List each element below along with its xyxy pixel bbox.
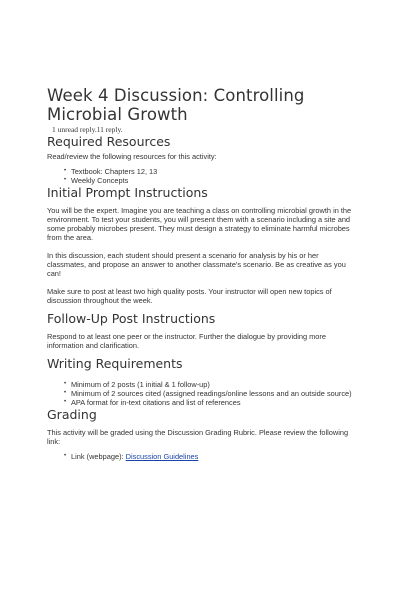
bullet-icon: • (64, 399, 67, 405)
writing-requirements-list (64, 380, 357, 407)
bullet-icon: • (64, 168, 67, 174)
resources-intro: Read/review the following resources for this activity: (47, 152, 217, 161)
bullet-icon: • (64, 453, 67, 459)
list-item: • Minimum of 2 posts (1 initial & 1 follow-up) (64, 380, 210, 389)
reply-status: 1 unread reply.11 reply. (52, 125, 123, 134)
list-item (64, 452, 357, 461)
link-prefix: Link (webpage): (71, 452, 124, 461)
initial-paragraph-3: Make sure to post at least two high quality posts. Your instructor will open new topics of discussion throughout the week. (47, 287, 332, 305)
resources-list (64, 167, 357, 185)
grading-paragraph: This activity will be graded using the Discussion Grading Rubric. Please review the following link: (47, 428, 349, 446)
list-item: • APA format for in-text citations and list of references (64, 398, 241, 407)
initial-paragraph-2: In this discussion, each student should present a scenario for analysis by his or her classmates, and propose an answer to another classmate's scenario. Be as creative as you can! (47, 251, 346, 278)
bullet-icon: • (64, 177, 67, 183)
grading-links-list (64, 452, 357, 461)
list-item: • Minimum of 2 sources cited (assigned readings/online lessons and an outside source) (64, 389, 352, 398)
followup-paragraph: Respond to at least one peer or the instructor. Further the dialogue by providing more information and clarification. (47, 332, 326, 350)
discussion-guidelines-link[interactable]: Discussion Guidelines (125, 452, 199, 461)
list-item: • Textbook: Chapters 12, 13 (64, 167, 158, 176)
heading-grading: Grading (47, 407, 97, 422)
heading-writing-requirements: Writing Requirements (47, 356, 183, 371)
page-title: Week 4 Discussion: Controlling Microbial Growth (47, 86, 305, 124)
heading-follow-up: Follow-Up Post Instructions (47, 311, 216, 326)
bullet-icon: • (64, 390, 67, 396)
heading-required-resources: Required Resources (47, 134, 171, 149)
bullet-icon: • (64, 381, 67, 387)
discussion-content (47, 86, 357, 461)
heading-initial-prompt: Initial Prompt Instructions (47, 185, 208, 200)
list-item: • Weekly Concepts (64, 176, 129, 185)
initial-paragraph-1: You will be the expert. Imagine you are teaching a class on controlling microbial growth in the environment. To test your students, you will present them with a scenario including a site and some probably microbes present. They must design a strategy to eliminate harmful microbes from the area. (47, 206, 352, 242)
